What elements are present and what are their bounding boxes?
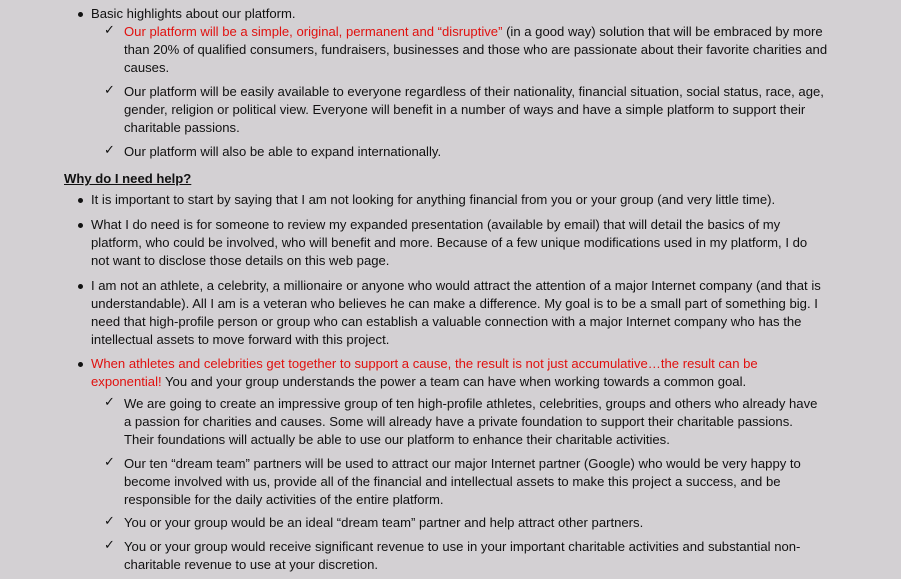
help-bullet-4-rest: You and your group understands the power a team can have when working towards a common goal. bbox=[161, 374, 747, 389]
checkmark-icon: ✓ bbox=[104, 455, 115, 470]
highlights-intro: Basic highlights about our platform. bbox=[91, 6, 296, 21]
bullet-icon bbox=[78, 12, 83, 17]
team-item-3: You or your group would be an ideal “dream team” partner and help attract other partners. bbox=[124, 515, 644, 530]
team-item-4: You or your group would receive significant revenue to use in your important charitable activities and substantial non-charitable revenue to use at your discretion. bbox=[124, 539, 801, 572]
checkmark-icon: ✓ bbox=[104, 538, 115, 553]
highlight-item-1-rest: (in a good way) solution that will be embraced by more than 20% of qualified consumers, fundraisers, businesses and those who are passionate about their favorite charities and causes. bbox=[124, 24, 828, 75]
highlight-item-1 bbox=[124, 23, 839, 77]
checkmark-icon: ✓ bbox=[104, 514, 115, 529]
highlight-item-3: Our platform will also be able to expand internationally. bbox=[124, 144, 442, 159]
help-bullet-4 bbox=[91, 355, 796, 391]
bullet-icon bbox=[78, 362, 83, 367]
section-heading: Why do I need help? bbox=[64, 171, 192, 186]
checkmark-icon: ✓ bbox=[104, 83, 115, 98]
team-item-1: We are going to create an impressive group of ten high-profile athletes, celebrities, groups and others who already have a passion for charities and causes. Some will already have a private foundation to support their charitable passions. Their foundations will actually be able to use our platform to enhance their charitable activities. bbox=[124, 396, 818, 447]
checkmark-icon: ✓ bbox=[104, 23, 115, 38]
help-bullet-3: I am not an athlete, a celebrity, a millionaire or anyone who would attract the attention of a major Internet company (and that is understandable). All I am is a veteran who believes he can make a difference. My goal is to be a small part of something big. I need that high-profile person or group who can establish a valuable connection with a major Internet company who has the intellectual assets to move forward with this project. bbox=[91, 278, 821, 347]
bullet-icon bbox=[78, 198, 83, 203]
checkmark-icon: ✓ bbox=[104, 395, 115, 410]
help-bullet-4-red: When athletes and celebrities get together to support a cause, the result is not just accumulative…the result can be exponential! bbox=[91, 356, 758, 389]
help-bullet-2: What I do need is for someone to review my expanded presentation (available by email) that will detail the basics of my platform, who could be involved, who will benefit and more. Because of a few unique modifications used in my platform, I do not want to disclose those details on this web page. bbox=[91, 217, 808, 268]
help-bullet-1: It is important to start by saying that I am not looking for anything financial from you or your group (and very little time). bbox=[91, 192, 776, 207]
team-item-2: Our ten “dream team” partners will be used to attract our major Internet partner (Google) who would be very happy to become involved with us, provide all of the financial and intellectual assets to make this project a success, and be responsible for the daily activities of the entire platform. bbox=[124, 456, 801, 507]
checkmark-icon: ✓ bbox=[104, 143, 115, 158]
bullet-icon bbox=[78, 284, 83, 289]
bullet-icon bbox=[78, 223, 83, 228]
highlight-item-1-red: Our platform will be a simple, original, permanent and “disruptive” bbox=[124, 24, 503, 39]
highlight-item-2: Our platform will be easily available to everyone regardless of their nationality, financial situation, social status, race, age, gender, religion or political view. Everyone will benefit in a number of ways and have a simple platform to support their charitable passions. bbox=[124, 84, 824, 135]
